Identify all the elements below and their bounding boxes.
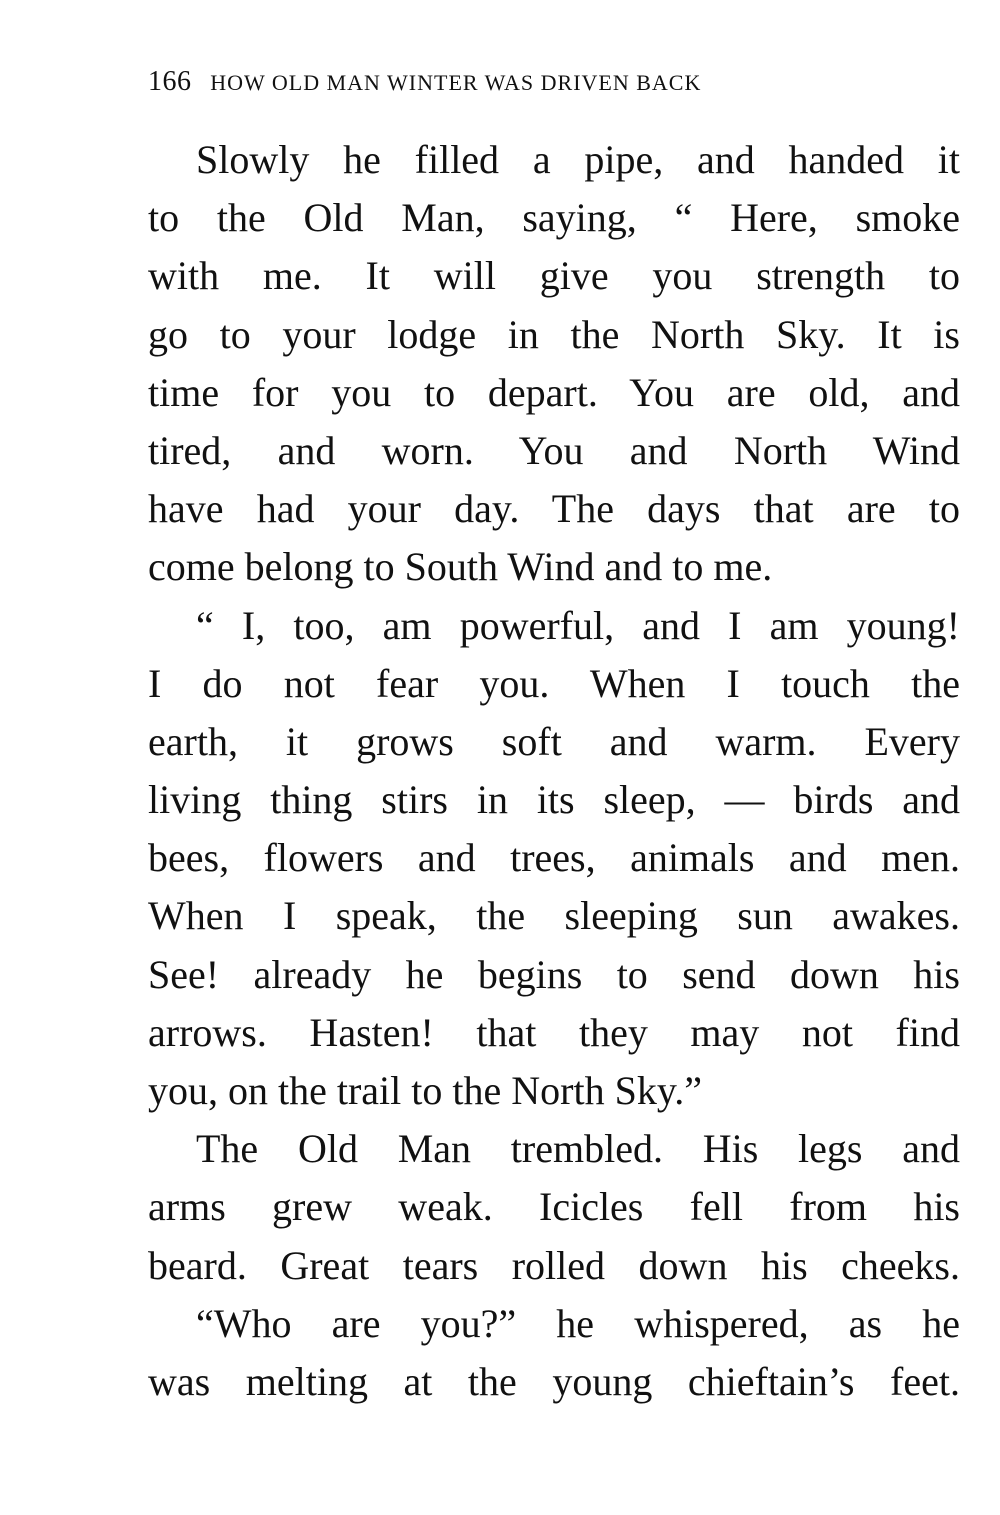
- text-line: you, on the trail to the North Sky.”: [148, 1068, 702, 1113]
- text-line: “ I, too, am powerful, and I am young!: [196, 602, 960, 648]
- text-line: come belong to South Wind and to me.: [148, 544, 773, 590]
- text-line: Slowly he filled a pipe, and handed it: [196, 137, 960, 182]
- text-line: time for you to depart. You are old, and: [148, 369, 960, 415]
- text-line: bees, flowers and trees, animals and men.: [148, 835, 960, 881]
- running-title: HOW OLD MAN WINTER WAS DRIVEN BACK: [210, 70, 702, 95]
- text-line: have had your day. The days that are to: [148, 486, 960, 532]
- text-line: beard. Great tears rolled down his cheeks.: [148, 1242, 960, 1288]
- text-line: with me. It will give you strength to: [148, 253, 960, 299]
- text-line: The Old Man trembled. His legs and: [196, 1126, 960, 1172]
- text-line: to the Old Man, saying, “ Here, smoke: [148, 195, 960, 241]
- text-line: living thing stirs in its sleep, — birds and: [148, 777, 960, 823]
- text-line: earth, it grows soft and warm. Every: [148, 718, 960, 764]
- running-head: [148, 66, 888, 100]
- text-line: I do not fear you. When I touch the: [148, 660, 960, 706]
- text-line: arrows. Hasten! that they may not find: [148, 1009, 960, 1055]
- page-number: 166: [148, 66, 192, 97]
- text-line: go to your lodge in the North Sky. It is: [148, 311, 960, 357]
- body-text: [148, 131, 960, 1411]
- text-line: “Who are you?” he whispered, as he: [196, 1300, 960, 1346]
- text-line: tired, and worn. You and North Wind: [148, 427, 960, 473]
- text-line: When I speak, the sleeping sun awakes.: [148, 893, 960, 939]
- text-line: was melting at the young chieftain’s feet.: [148, 1358, 960, 1404]
- text-line: See! already he begins to send down his: [148, 951, 960, 997]
- text-line: arms grew weak. Icicles fell from his: [148, 1184, 960, 1230]
